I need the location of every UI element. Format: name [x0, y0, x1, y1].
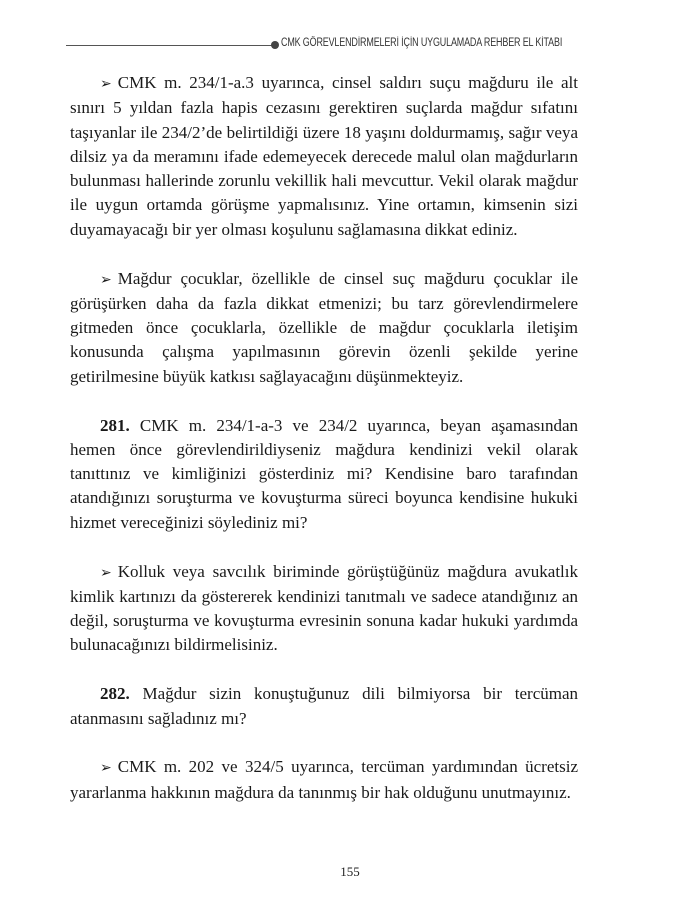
page-number: 155 [340, 864, 360, 879]
arrowhead-right-icon: ➢ [100, 271, 112, 288]
header-title: CMK GÖREVLENDİRMELERİ İÇİN UYGULAMADA REHBER EL KİTABI [281, 37, 563, 49]
arrowhead-right-icon: ➢ [100, 760, 112, 777]
bullet-paragraph [70, 755, 578, 805]
paragraph-text: Kolluk veya savcılık biriminde görüştüğünüz mağdura avukatlık kimlik kartınızı da göstererek kendinizi tanıtmalı ve sadece atandığınız an değil, soruşturma ve kovuşturma evresinin sonuna kadar hukuki yardımda bulunacağınızı bildirmelisiniz. [70, 561, 578, 655]
paragraph-text: Mağdur çocuklar, özellikle de cinsel suç mağduru çocuklar ile görüşürken daha da fazla dikkat etmenizi; bu tarz görevlendirmelere gitmeden önce çocuklarla, özellikle de mağdur çocuklarla iletişim konusunda çalışma yapılmasının görevin özenli şekilde yerine getirilmesine büyük katkısı sağlayacağını düşünmekteyiz. [70, 268, 578, 386]
question-paragraph [70, 414, 578, 535]
bullet-paragraph [70, 267, 578, 389]
header-dot-icon [271, 41, 279, 49]
paragraph-text: CMK m. 234/1-a.3 uyarınca, cinsel saldırı suçu mağduru ile alt sınırı 5 yıldan fazla hapis cezasını gerektiren suçlarda mağdur sıfatını taşıyanlar ile 234/2’de belirtildiği üzere 18 yaşını doldurmamış, sağır veya dilsiz ya da meramını ifade edemeyecek derecede malul olan mağdurların bulunması hallerinde zorunlu vekillik hali mevcuttur. Vekil olarak mağdur ile uygun ortamda görüşme yapmalısınız. Yine ortamın, kimsenin sizi duyamayacağı bir yer olması koşulunu sağlamasına dikkat ediniz. [70, 73, 578, 239]
question-text: Mağdur sizin konuştuğunuz dili bilmiyorsa bir tercüman atanmasını sağladınız mı? [70, 684, 579, 728]
question-number: 282. [100, 684, 130, 704]
bullet-paragraph [70, 71, 578, 242]
question-number: 281. [100, 415, 130, 435]
running-header [66, 36, 578, 56]
question-paragraph [70, 682, 578, 731]
question-text: CMK m. 234/1-a-3 ve 234/2 uyarınca, beyan aşamasından hemen önce görevlendirildiyseniz mağdura kendinizi vekil olarak tanıttınız ve kimliğinizi gösterdiniz mi? Kendisine baro tarafından atandığınızı soruşturma ve kovuşturma süreci boyunca kendisine hukuki hizmet vereceğinizi söylediniz mi? [70, 415, 578, 532]
header-rule [66, 45, 274, 46]
arrowhead-right-icon: ➢ [100, 564, 112, 581]
paragraph-text: CMK m. 202 ve 324/5 uyarınca, tercüman yardımından ücretsiz yararlanma hakkının mağdura da tanınmış bir hak olduğunu unutmayınız. [70, 757, 578, 802]
page-body [70, 71, 578, 829]
arrowhead-right-icon: ➢ [100, 76, 112, 92]
bullet-paragraph [70, 560, 578, 658]
